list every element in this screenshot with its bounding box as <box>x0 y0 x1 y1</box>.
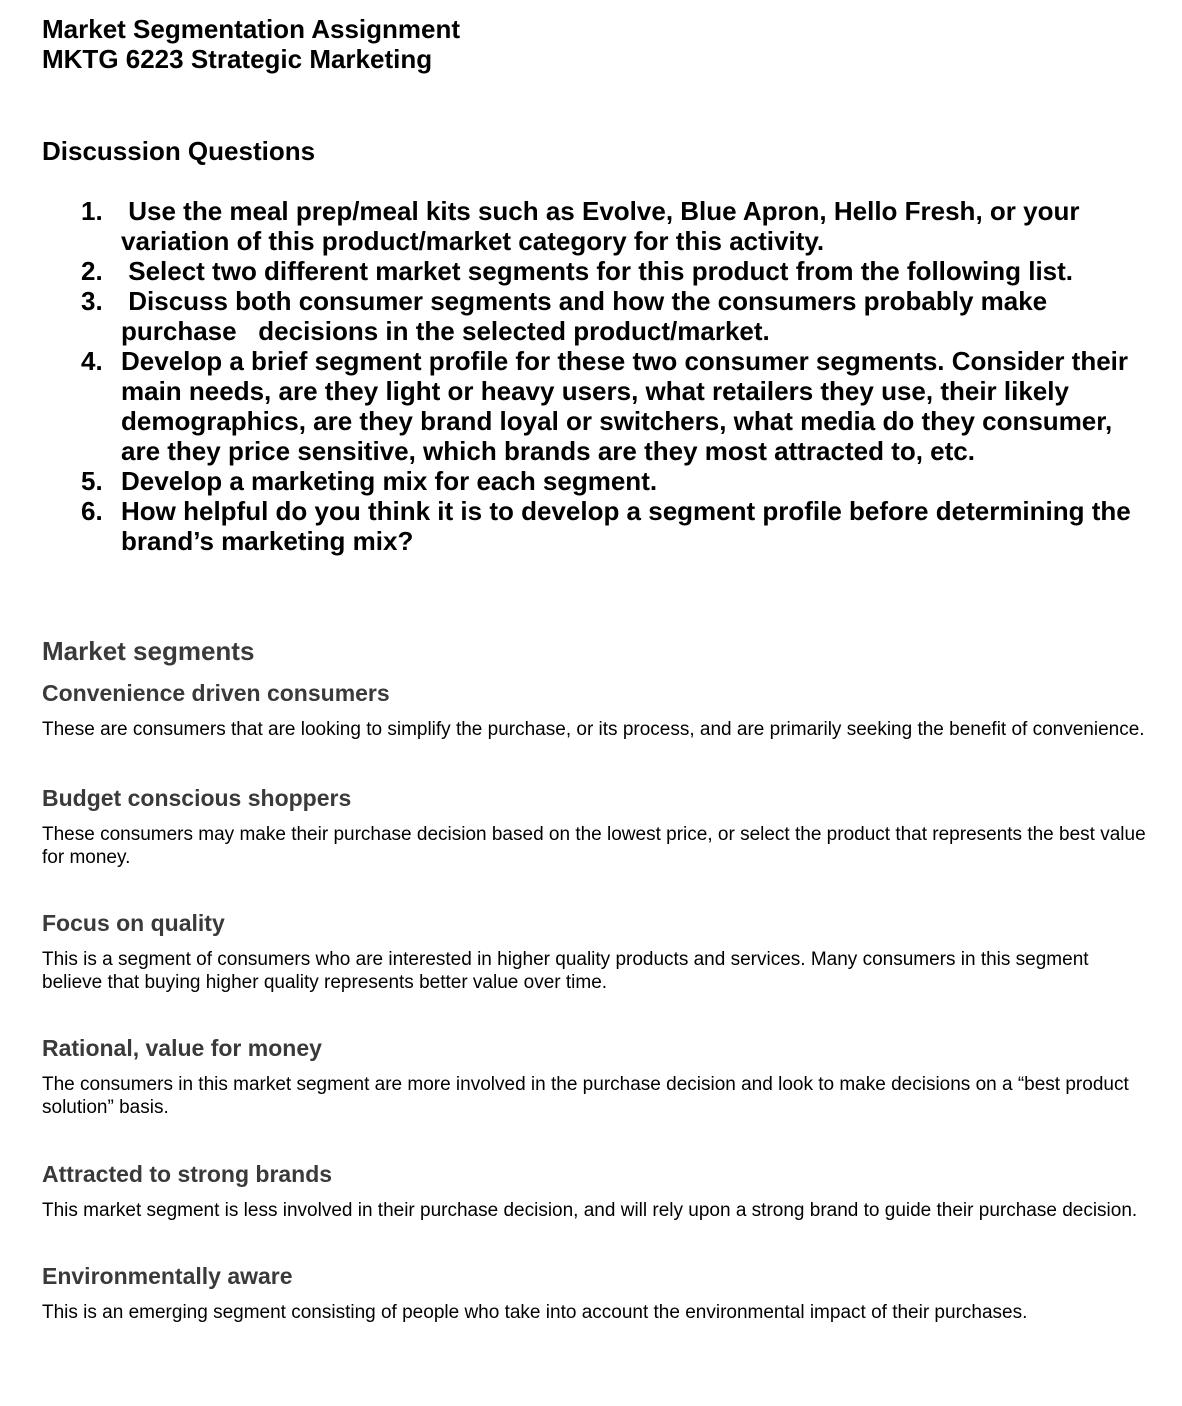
segment-description: These are consumers that are looking to simplify the purchase, or its process, and are primarily seeking the benefit of convenience. <box>42 719 1145 740</box>
question-item <box>42 286 1152 346</box>
segment-title: Budget conscious shoppers <box>42 785 352 811</box>
segment-description: These consumers may make their purchase decision based on the lowest price, or select the product that represents the best value for money. <box>42 824 1146 868</box>
question-item <box>42 346 1152 466</box>
question-number: 1. <box>81 196 103 226</box>
question-text: Select two different market segments for this product from the following list. <box>121 256 1074 286</box>
question-item <box>42 256 1152 286</box>
question-number: 3. <box>81 286 103 316</box>
question-number: 2. <box>81 256 103 286</box>
question-list <box>42 196 1152 556</box>
segment-block <box>42 1160 1152 1222</box>
segment-block <box>42 784 1152 869</box>
document-page <box>42 14 1152 1324</box>
course-title: MKTG 6223 Strategic Marketing <box>42 44 433 74</box>
question-number: 4. <box>81 346 103 376</box>
question-text: Use the meal prep/meal kits such as Evolve, Blue Apron, Hello Fresh, or your variation of this product/market category for this activity. <box>121 196 1087 256</box>
segment-block <box>42 679 1152 741</box>
segment-description: The consumers in this market segment are more involved in the purchase decision and look to make decisions on a “best product solution” basis. <box>42 1074 1129 1118</box>
market-segments-heading: Market segments <box>42 636 255 666</box>
question-item <box>42 466 1152 496</box>
question-item <box>42 496 1152 556</box>
question-text: Discuss both consumer segments and how the consumers probably make purchase decisions in the selected product/market. <box>121 286 1055 346</box>
question-item <box>42 196 1152 256</box>
segment-title: Focus on quality <box>42 910 225 936</box>
segment-title: Environmentally aware <box>42 1263 293 1289</box>
segment-title: Attracted to strong brands <box>42 1161 333 1187</box>
segment-block <box>42 909 1152 994</box>
segment-block <box>42 1034 1152 1119</box>
question-number: 6. <box>81 496 103 526</box>
segment-title: Convenience driven consumers <box>42 680 390 706</box>
document-title: Market Segmentation Assignment <box>42 14 461 44</box>
segment-block <box>42 1262 1152 1324</box>
segment-title: Rational, value for money <box>42 1035 322 1061</box>
question-text: How helpful do you think it is to develop a segment profile before determining the brand’s marketing mix? <box>121 496 1131 556</box>
question-text: Develop a marketing mix for each segment. <box>121 466 658 496</box>
segment-description: This market segment is less involved in their purchase decision, and will rely upon a strong brand to guide their purchase decision. <box>42 1200 1138 1221</box>
discussion-heading: Discussion Questions <box>42 136 316 166</box>
question-number: 5. <box>81 466 103 496</box>
segment-description: This is an emerging segment consisting of people who take into account the environmental impact of their purchases. <box>42 1302 1028 1323</box>
segment-description: This is a segment of consumers who are interested in higher quality products and services. Many consumers in this segment believe that buying higher quality represents better value over time. <box>42 949 1089 993</box>
question-text: Develop a brief segment profile for these two consumer segments. Consider their main needs, are they light or heavy users, what retailers they use, their likely demographics, are they brand loyal or switchers, what media do they consumer, are they price sensitive, which brands are they most attracted to, etc. <box>121 346 1129 466</box>
